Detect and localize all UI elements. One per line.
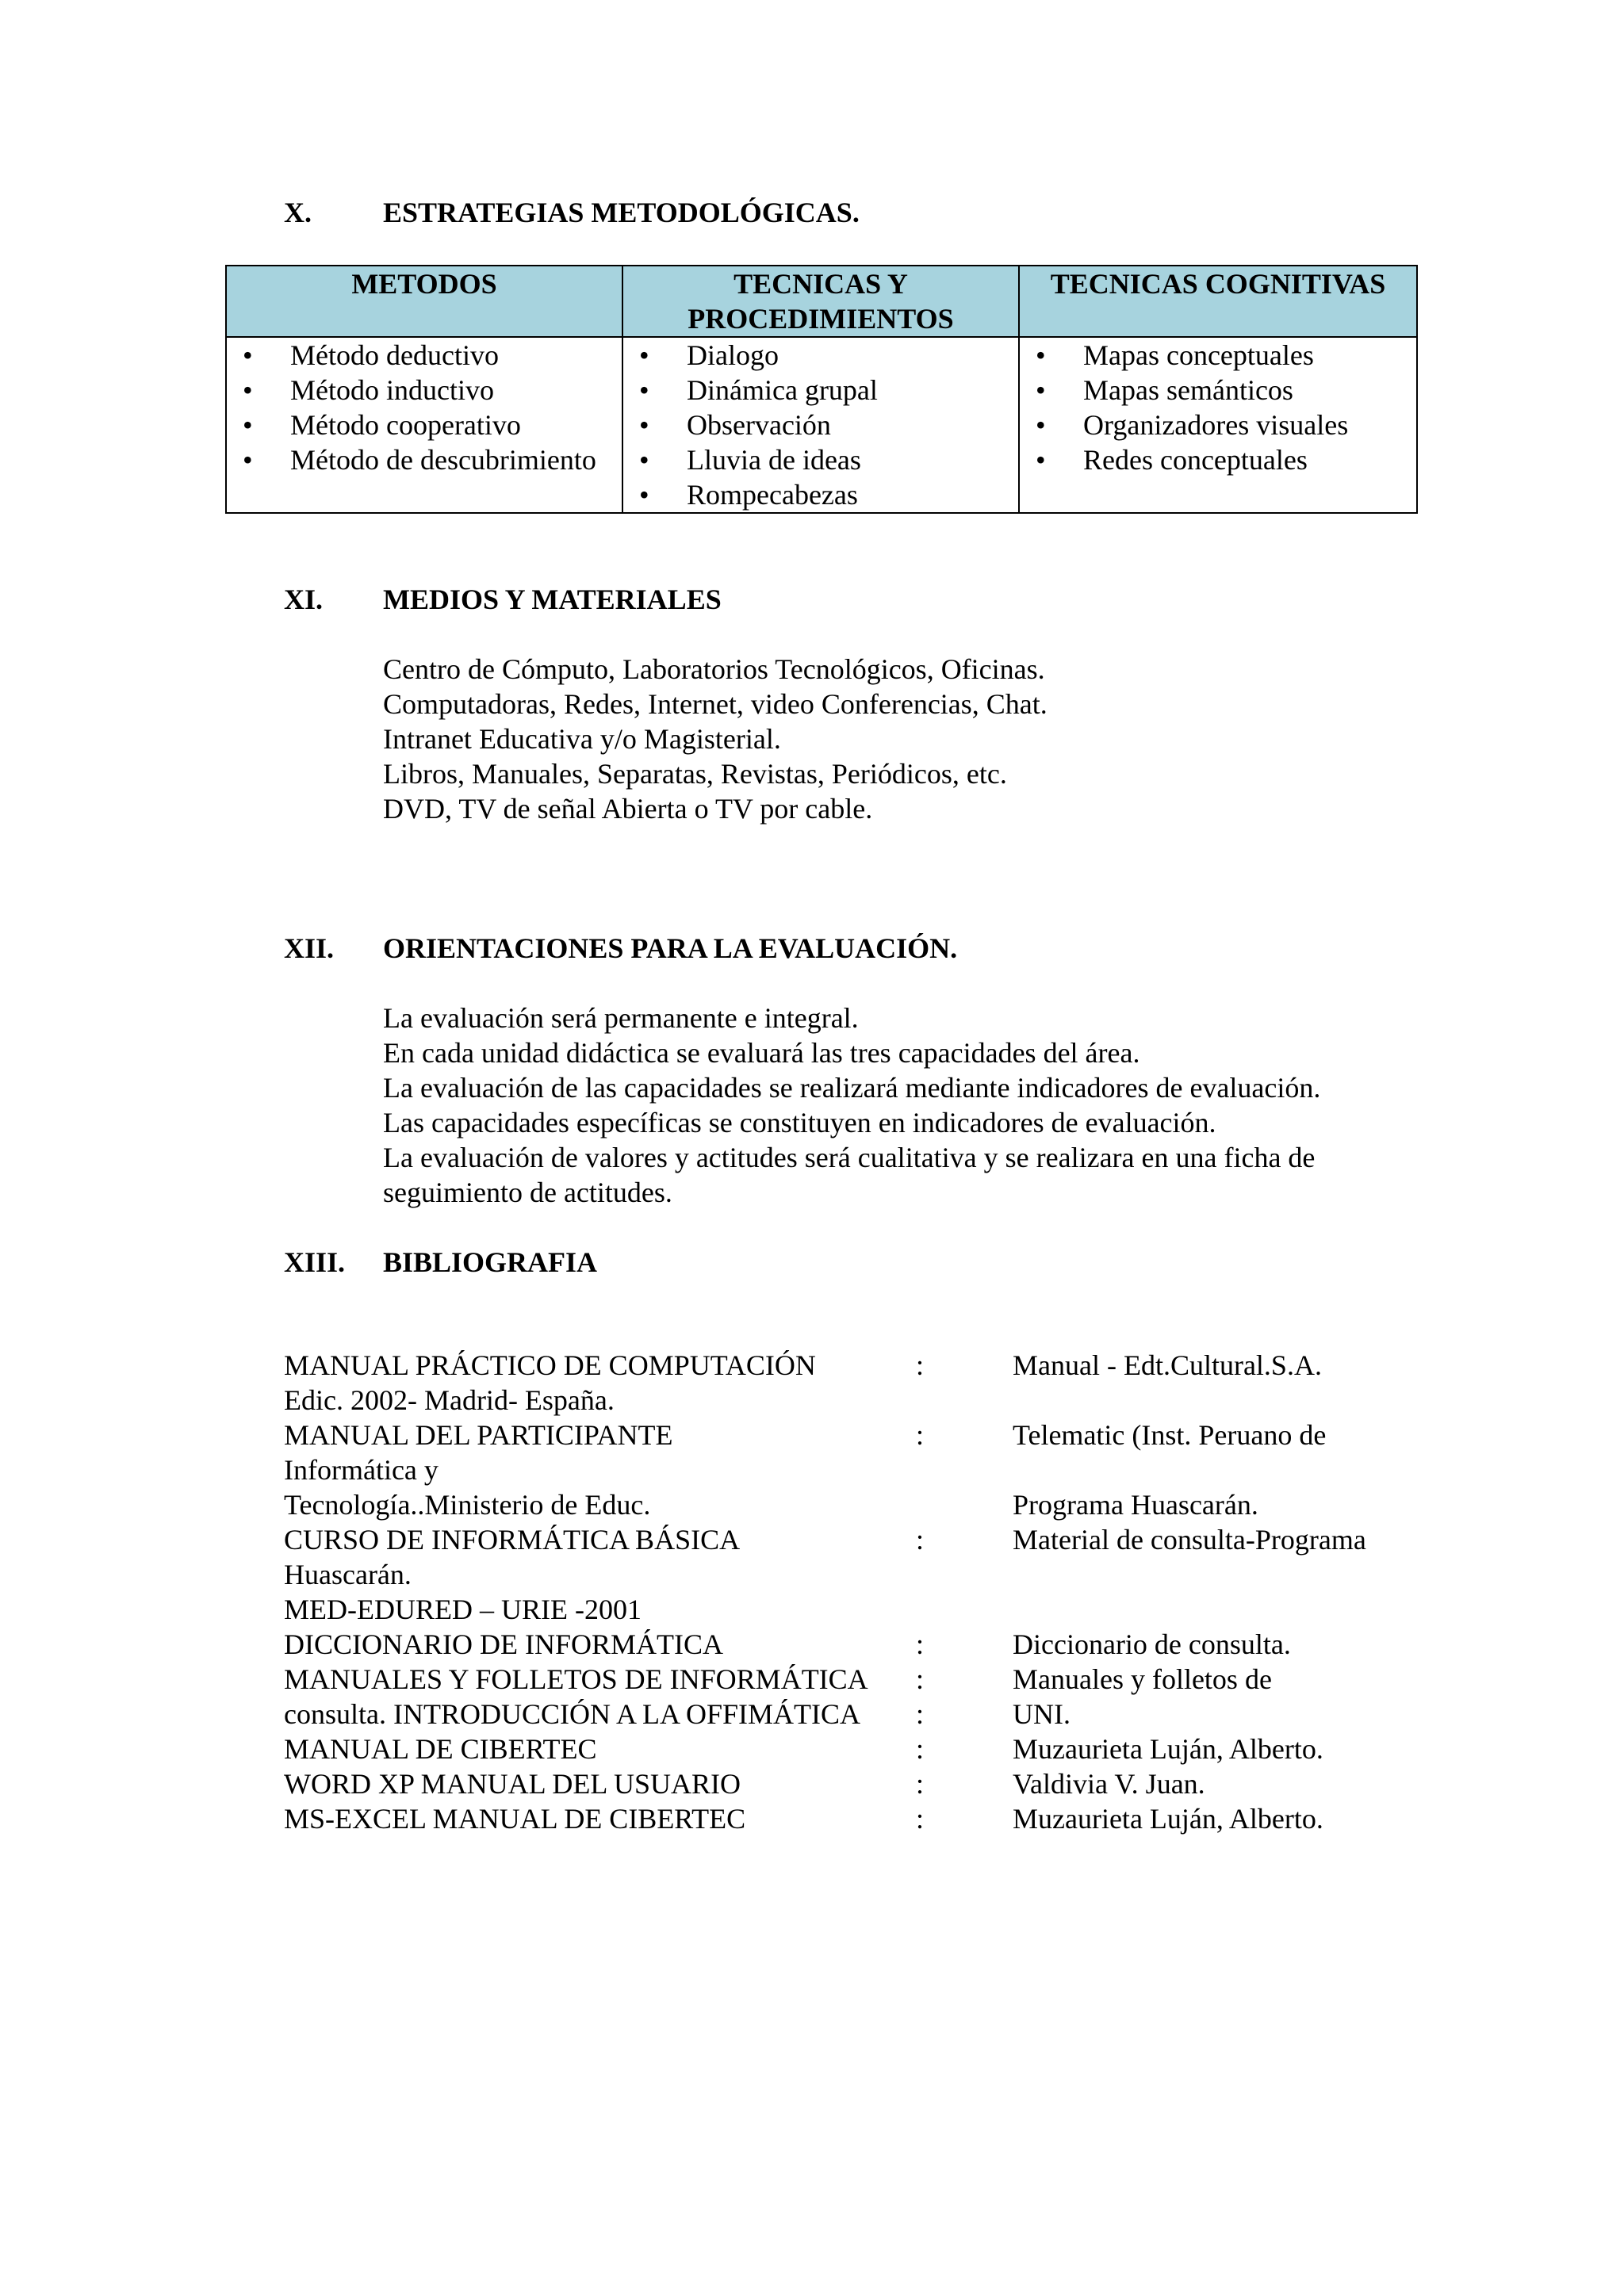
bibliography-row: [284, 1348, 1434, 1383]
cognitivas-cell: [1019, 337, 1417, 513]
section-title: ESTRATEGIAS METODOLÓGICAS.: [383, 197, 860, 228]
list-item: • Rompecabezas: [634, 477, 1007, 512]
section-number: XII.: [284, 932, 335, 964]
bib-reference: UNI.: [1013, 1698, 1071, 1730]
list-item: • Observación: [634, 408, 1007, 442]
bib-title: MS-EXCEL MANUAL DE CIBERTEC: [284, 1803, 746, 1835]
evaluation-list: [383, 1001, 1414, 1210]
list-item: • Redes conceptuales: [1031, 442, 1405, 477]
bibliography-row: [284, 1522, 1434, 1557]
bibliography-row: [284, 1801, 1434, 1836]
bib-separator: :: [916, 1803, 925, 1835]
tecnicas-cell: [622, 337, 1019, 513]
bib-title: DICCIONARIO DE INFORMÁTICA: [284, 1628, 723, 1660]
text-line: Centro de Cómputo, Laboratorios Tecnológicos, Oficinas.: [383, 653, 1045, 685]
bib-separator: :: [916, 1524, 925, 1556]
bib-separator: :: [916, 1349, 925, 1381]
bibliography-row: [284, 1592, 1434, 1627]
bib-title: Informática y: [284, 1454, 439, 1486]
text-line: Libros, Manuales, Separatas, Revistas, Periódicos, etc.: [383, 758, 1007, 790]
section-number: X.: [284, 197, 312, 228]
bib-title: MANUAL DE CIBERTEC: [284, 1733, 597, 1765]
bib-separator: :: [916, 1663, 925, 1695]
bib-reference: Material de consulta-Programa: [1013, 1524, 1366, 1556]
list-item: • Método deductivo: [238, 338, 611, 373]
text-line: Intranet Educativa y/o Magisterial.: [383, 723, 781, 755]
text-line: La evaluación de valores y actitudes será cualitativa y se realizara en una ficha de seguimiento de actitudes.: [383, 1142, 1316, 1208]
bib-title: MED-EDURED – URIE -2001: [284, 1594, 642, 1625]
cognitivas-list: [1031, 338, 1405, 477]
bibliography-row: [284, 1418, 1434, 1452]
list-item: • Dinámica grupal: [634, 373, 1007, 408]
bibliography-row: [284, 1627, 1434, 1662]
bibliography-row: [284, 1732, 1434, 1766]
text-line: La evaluación de las capacidades se realizará mediante indicadores de evaluación.: [383, 1072, 1321, 1104]
bib-separator: :: [916, 1698, 925, 1730]
list-item: • Método cooperativo: [238, 408, 611, 442]
bibliography-row: [284, 1557, 1434, 1592]
header-metodos: METODOS: [226, 266, 622, 337]
bibliography-row: [284, 1662, 1434, 1697]
list-item: • Dialogo: [634, 338, 1007, 373]
list-item: • Lluvia de ideas: [634, 442, 1007, 477]
bib-title: CURSO DE INFORMÁTICA BÁSICA: [284, 1524, 741, 1556]
text-line: Computadoras, Redes, Internet, video Conferencias, Chat.: [383, 688, 1048, 720]
text-line: Las capacidades específicas se constituyen en indicadores de evaluación.: [383, 1107, 1216, 1138]
bib-title: MANUAL DEL PARTICIPANTE: [284, 1419, 673, 1451]
bib-reference: Manuales y folletos de: [1013, 1663, 1272, 1695]
materials-list: [383, 652, 1048, 826]
section-number: XIII.: [284, 1246, 346, 1278]
bibliography-row: [284, 1766, 1434, 1801]
metodos-list: [238, 338, 611, 477]
bibliography-row: [284, 1697, 1434, 1732]
bib-reference: Diccionario de consulta.: [1013, 1628, 1291, 1660]
list-item: • Método inductivo: [238, 373, 611, 408]
text-line: DVD, TV de señal Abierta o TV por cable.: [383, 793, 873, 825]
bib-reference: Programa Huascarán.: [1013, 1489, 1258, 1521]
bibliography-row: [284, 1487, 1434, 1522]
strategies-table: [225, 265, 1418, 514]
bibliography-list: [284, 1348, 1434, 1836]
bib-title: MANUALES Y FOLLETOS DE INFORMÁTICA: [284, 1663, 868, 1695]
bib-title: MANUAL PRÁCTICO DE COMPUTACIÓN: [284, 1349, 816, 1381]
header-tecnicas: TECNICAS Y PROCEDIMIENTOS: [622, 266, 1019, 337]
bib-separator: :: [916, 1733, 925, 1765]
text-line: En cada unidad didáctica se evaluará las tres capacidades del área.: [383, 1037, 1140, 1069]
bib-title: Tecnología..Ministerio de Educ.: [284, 1489, 651, 1521]
bib-title: consulta. INTRODUCCIÓN A LA OFFIMÁTICA: [284, 1698, 861, 1730]
bib-title: Edic. 2002- Madrid- España.: [284, 1384, 615, 1416]
bib-reference: Valdivia V. Juan.: [1013, 1768, 1205, 1800]
bibliography-row: [284, 1452, 1434, 1487]
bib-reference: Manual - Edt.Cultural.S.A.: [1013, 1349, 1322, 1381]
tecnicas-list: [634, 338, 1007, 512]
bib-title: WORD XP MANUAL DEL USUARIO: [284, 1768, 741, 1800]
metodos-cell: [226, 337, 622, 513]
list-item: • Organizadores visuales: [1031, 408, 1405, 442]
list-item: • Método de descubrimiento: [238, 442, 611, 477]
bibliography-row: [284, 1383, 1434, 1418]
bib-separator: :: [916, 1628, 925, 1660]
bib-title: Huascarán.: [284, 1559, 412, 1590]
table-row: [226, 337, 1417, 513]
bib-separator: :: [916, 1768, 925, 1800]
bib-separator: :: [916, 1419, 925, 1451]
section-number: XI.: [284, 584, 324, 615]
header-cognitivas: TECNICAS COGNITIVAS: [1019, 266, 1417, 337]
section-title: BIBLIOGRAFIA: [383, 1246, 598, 1278]
list-item: • Mapas conceptuales: [1031, 338, 1405, 373]
table-header-row: [226, 266, 1417, 337]
section-title: ORIENTACIONES PARA LA EVALUACIÓN.: [383, 932, 958, 964]
section-title: MEDIOS Y MATERIALES: [383, 584, 722, 615]
bib-reference: Muzaurieta Luján, Alberto.: [1013, 1733, 1323, 1765]
bib-reference: Muzaurieta Luján, Alberto.: [1013, 1803, 1323, 1835]
text-line: La evaluación será permanente e integral.: [383, 1002, 859, 1034]
list-item: • Mapas semánticos: [1031, 373, 1405, 408]
bib-reference: Telematic (Inst. Peruano de: [1013, 1419, 1327, 1451]
